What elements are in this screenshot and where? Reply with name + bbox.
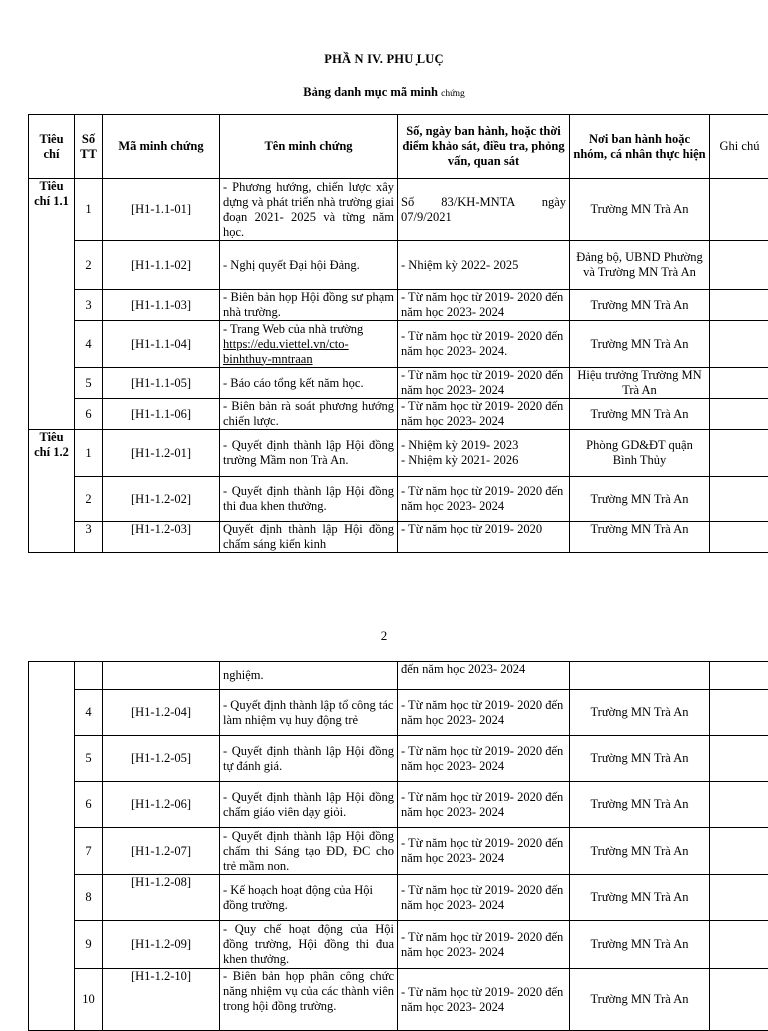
criterion-cell — [29, 662, 75, 1031]
row-code: [H1-1.1-04] — [103, 321, 220, 368]
row-note — [710, 875, 768, 921]
row-issued: - Từ năm học từ 2019- 2020 đến năm học 2023- 2024 — [398, 921, 570, 969]
header-name: Tên minh chứng — [220, 115, 398, 179]
row-issued: - Từ năm học từ 2019- 2020 đến năm học 2023- 2024 — [398, 477, 570, 522]
header-code: Mã minh chứng — [103, 115, 220, 179]
row-note — [710, 477, 768, 522]
row-issued: - Nhiệm kỳ 2021- 2026 — [401, 453, 518, 467]
row-note — [710, 368, 768, 399]
row-issued: - Từ năm học từ 2019- 2020 đến năm học 2023- 2024 — [398, 368, 570, 399]
row-issued: - Từ năm học từ 2019- 2020 — [398, 522, 570, 553]
row-stt: 2 — [75, 241, 103, 290]
row-stt: 9 — [75, 921, 103, 969]
table-row — [29, 690, 768, 736]
row-issuer: Phòng GD&ĐT quận Bình Thủy — [570, 430, 710, 477]
row-name: - Quyết định thành lập tổ công tác làm nhiệm vụ huy động trẻ — [220, 690, 398, 736]
row-code: [H1-1.1-06] — [103, 399, 220, 430]
row-stt: 2 — [75, 477, 103, 522]
row-issued: - Từ năm học từ 2019- 2020 đến năm học 2023- 2024 — [398, 399, 570, 430]
table-row — [29, 290, 768, 321]
row-name-cell — [220, 321, 398, 368]
row-note — [710, 969, 768, 1031]
row-issuer — [570, 662, 710, 690]
row-issuer: Trường MN Trà An — [570, 399, 710, 430]
row-issuer: Trường MN Trà An — [570, 690, 710, 736]
header-criterion: Tiêu chí — [29, 115, 75, 179]
page-title: PHẦ N IV. PHU ̣LUC̣ — [0, 52, 768, 67]
row-note — [710, 690, 768, 736]
row-issuer: Trường MN Trà An — [570, 522, 710, 553]
row-code: [H1-1.2-02] — [103, 477, 220, 522]
row-issuer: Trường MN Trà An — [570, 921, 710, 969]
row-code: [H1-1.2-03] — [103, 522, 220, 553]
table-row — [29, 921, 768, 969]
row-issued: - Từ năm học từ 2019- 2020 đến năm học 2023- 2024 — [398, 736, 570, 782]
row-stt: 5 — [75, 368, 103, 399]
table-row — [29, 430, 768, 477]
row-code: [H1-1.1-02] — [103, 241, 220, 290]
row-name: - Quyết định thành lập Hội đồng chấm thi Sáng tạo ĐD, ĐC cho trẻ mầm non. — [220, 828, 398, 875]
row-name: - Quyết định thành lập Hội đồng trường Mầm non Trà An. — [220, 430, 398, 477]
row-issuer: Hiệu trưởng Trường MN Trà An — [570, 368, 710, 399]
row-name: - Quy chế hoạt động của Hội đồng trường, Hội đồng thi đua khen thưởng. — [220, 921, 398, 969]
row-stt: 4 — [75, 321, 103, 368]
row-name: - Biên bản họp phân công chức năng nhiệm vụ của các thành viên trong hội đồng trường. — [220, 969, 398, 1031]
row-note — [710, 522, 768, 553]
row-name: - Nghị quyết Đại hội Đảng. — [220, 241, 398, 290]
header-stt: Số TT — [75, 115, 103, 179]
row-issued: - Nhiệm kỳ 2022- 2025 — [398, 241, 570, 290]
row-code — [103, 662, 220, 690]
header-issued: Số, ngày ban hành, hoặc thời điểm khảo sát, điều tra, phỏng vấn, quan sát — [398, 115, 570, 179]
row-issued: - Từ năm học từ 2019- 2020 đến năm học 2023- 2024 — [398, 690, 570, 736]
row-code: [H1-1.1-03] — [103, 290, 220, 321]
row-issued: - Từ năm học từ 2019- 2020 đến năm học 2023- 2024 — [398, 875, 570, 921]
evidence-table-page2 — [28, 661, 768, 1031]
table-row — [29, 241, 768, 290]
row-code: [H1-1.2-04] — [103, 690, 220, 736]
row-issued: đến năm học 2023- 2024 — [398, 662, 570, 690]
row-code: [H1-1.2-10] — [103, 969, 220, 1031]
table-row — [29, 477, 768, 522]
table-header-row — [29, 115, 768, 179]
table-row — [29, 368, 768, 399]
row-issued: - Từ năm học từ 2019- 2020 đến năm học 2023- 2024 — [398, 828, 570, 875]
row-note — [710, 399, 768, 430]
table-row — [29, 321, 768, 368]
row-issued-cell — [398, 430, 570, 477]
row-code: [H1-1.1-01] — [103, 179, 220, 241]
row-name: - Báo cáo tổng kết năm học. — [220, 368, 398, 399]
table-caption — [0, 85, 768, 100]
row-code: [H1-1.2-08] — [103, 875, 220, 921]
row-name: Quyết định thành lập Hội đồng chấm sáng kiến kinh — [220, 522, 398, 553]
row-issued: - Từ năm học từ 2019- 2020 đến năm học 2023- 2024. — [398, 321, 570, 368]
row-name: - Trang Web của nhà trường — [223, 322, 363, 336]
header-note: Ghi chú — [710, 115, 768, 179]
table-row — [29, 179, 768, 241]
row-issuer: Trường MN Trà An — [570, 477, 710, 522]
row-stt — [75, 662, 103, 690]
table-row — [29, 736, 768, 782]
row-issued: - Từ năm học từ 2019- 2020 đến năm học 2023- 2024 — [398, 969, 570, 1031]
row-code: [H1-1.2-06] — [103, 782, 220, 828]
row-stt: 1 — [75, 430, 103, 477]
row-stt: 6 — [75, 399, 103, 430]
row-note — [710, 179, 768, 241]
row-code: [H1-1.2-09] — [103, 921, 220, 969]
row-name: - Quyết định thành lập Hội đồng chấm giáo viên dạy giỏi. — [220, 782, 398, 828]
row-name: nghiệm. — [220, 662, 398, 690]
criterion-cell: Tiêu chí 1.1 — [29, 179, 75, 430]
row-issuer: Trường MN Trà An — [570, 290, 710, 321]
row-issued: - Từ năm học từ 2019- 2020 đến năm học 2023- 2024 — [398, 782, 570, 828]
header-issuer: Nơi ban hành hoặc nhóm, cá nhân thực hiện — [570, 115, 710, 179]
row-name: - Kế hoạch hoạt động của Hội đồng trường. — [220, 875, 398, 921]
row-name: - Biên bản rà soát phương hướng chiến lược. — [220, 399, 398, 430]
row-issuer: Trường MN Trà An — [570, 179, 710, 241]
row-name: - Quyết định thành lập Hội đồng tự đánh giá. — [220, 736, 398, 782]
table-row — [29, 399, 768, 430]
row-issued: - Nhiệm kỳ 2019- 2023 — [401, 438, 518, 452]
row-code: [H1-1.2-01] — [103, 430, 220, 477]
row-name: - Biên bản họp Hội đồng sư phạm nhà trường. — [220, 290, 398, 321]
table-row — [29, 662, 768, 690]
row-issuer: Trường MN Trà An — [570, 828, 710, 875]
row-stt: 5 — [75, 736, 103, 782]
row-name: - Quyết định thành lập Hội đồng thi đua khen thưởng. — [220, 477, 398, 522]
table-row — [29, 828, 768, 875]
row-issuer: Trường MN Trà An — [570, 875, 710, 921]
row-note — [710, 736, 768, 782]
row-issuer: Trường MN Trà An — [570, 321, 710, 368]
school-website-link[interactable]: https://edu.viettel.vn/cto-binhthuy-mntraan — [223, 337, 349, 366]
row-code: [H1-1.2-07] — [103, 828, 220, 875]
row-note — [710, 782, 768, 828]
row-note — [710, 241, 768, 290]
row-stt: 10 — [75, 969, 103, 1031]
row-issuer: Trường MN Trà An — [570, 969, 710, 1031]
table-row — [29, 969, 768, 1031]
row-code: [H1-1.2-05] — [103, 736, 220, 782]
row-note — [710, 828, 768, 875]
page-number: 2 — [0, 628, 768, 644]
row-name: - Phương hướng, chiến lược xây dựng và phát triển nhà trường giai đoạn 2021- 2025 và từng năm học. — [220, 179, 398, 241]
row-code: [H1-1.1-05] — [103, 368, 220, 399]
row-issued: - Từ năm học từ 2019- 2020 đến năm học 2023- 2024 — [398, 290, 570, 321]
row-stt: 1 — [75, 179, 103, 241]
row-stt: 6 — [75, 782, 103, 828]
row-note — [710, 321, 768, 368]
row-issuer: Đảng bộ, UBND Phường và Trường MN Trà An — [570, 241, 710, 290]
row-note — [710, 290, 768, 321]
table-row — [29, 782, 768, 828]
table-row — [29, 522, 768, 553]
evidence-table-page1 — [28, 114, 768, 553]
caption-small: chứng — [441, 89, 465, 99]
row-issued: Số 83/KH-MNTA ngày 07/9/2021 — [398, 179, 570, 241]
row-issuer: Trường MN Trà An — [570, 782, 710, 828]
criterion-cell: Tiêu chí 1.2 — [29, 430, 75, 553]
row-note — [710, 662, 768, 690]
row-note — [710, 921, 768, 969]
row-stt: 8 — [75, 875, 103, 921]
row-stt: 3 — [75, 290, 103, 321]
row-stt: 3 — [75, 522, 103, 553]
row-stt: 7 — [75, 828, 103, 875]
row-issuer: Trường MN Trà An — [570, 736, 710, 782]
caption-main: Bảng danh mục mã minh — [303, 85, 438, 99]
table-row — [29, 875, 768, 921]
row-stt: 4 — [75, 690, 103, 736]
row-note — [710, 430, 768, 477]
